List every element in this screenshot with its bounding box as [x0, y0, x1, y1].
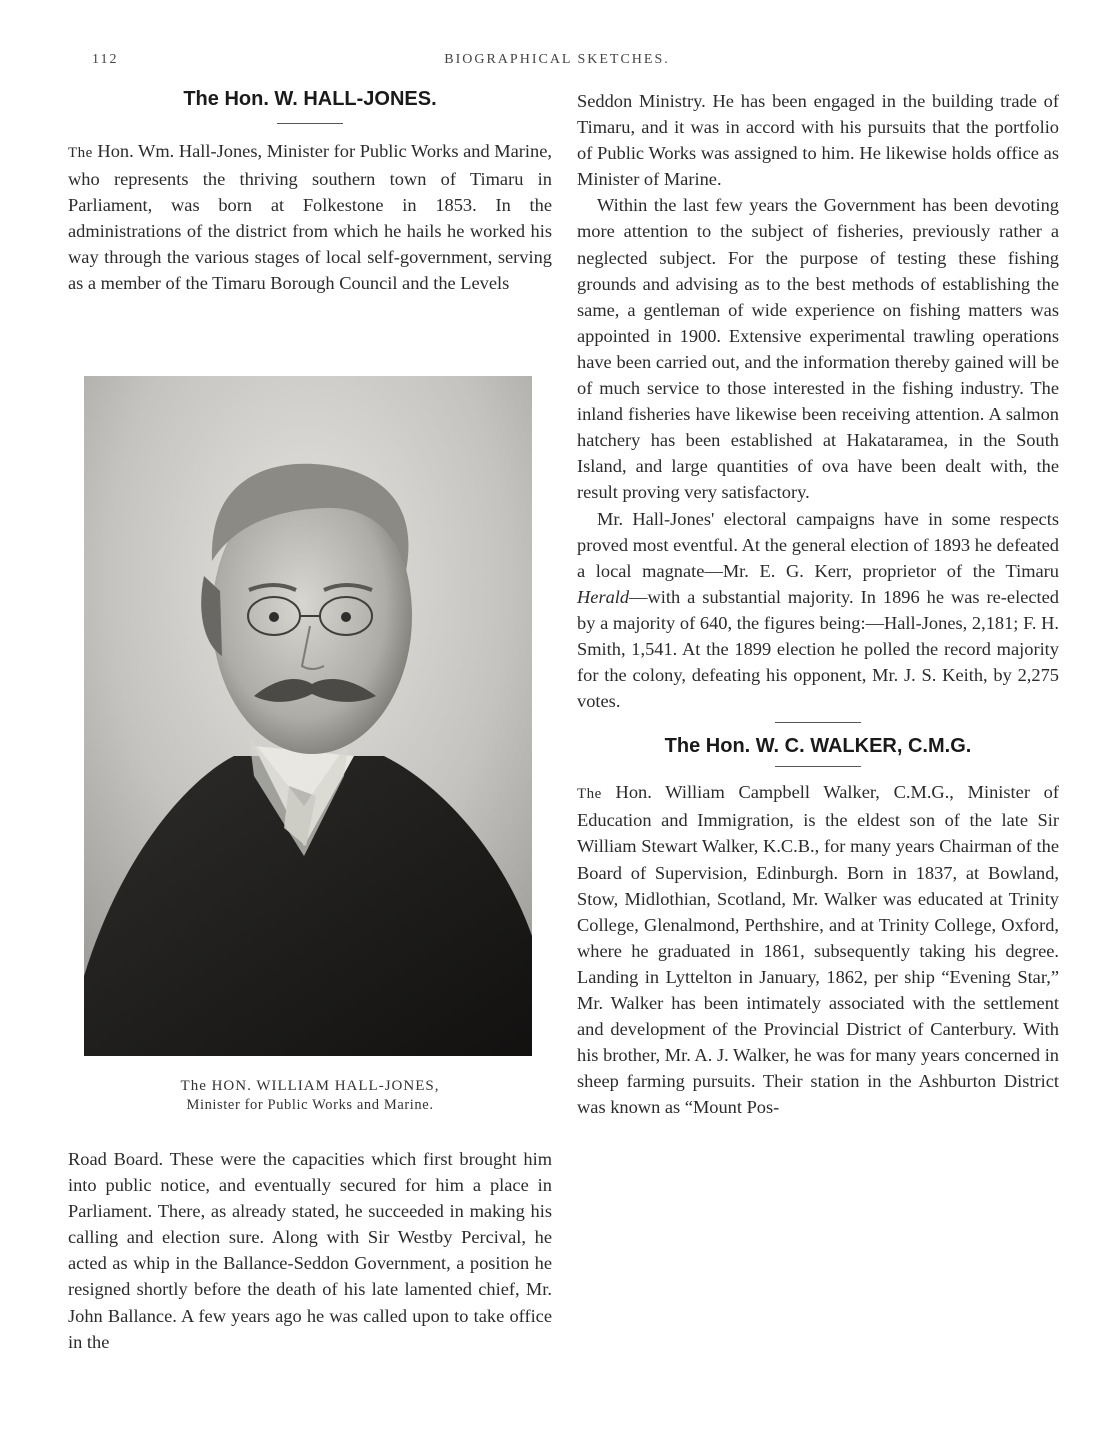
portrait-photo [84, 376, 532, 1056]
article-heading-hall-jones: The Hon. W. HALL-JONES. [183, 88, 437, 110]
paragraph-text: Hon. William Campbell Walker, C.M.G., Minister of Education and Immigration, is the eldest son of the late Sir William Stewart Walker, K.C.B., for many years Chairman of the Board of Supervision, Edinburgh. Born in 1837, at Bowland, Stow, Midlothian, Scotland, Mr. Walker was educated at Trinity College, Glenalmond, Perthshire, and at Trinity College, Oxford, where he graduated in 1861, subsequently taking his degree. Landing in Lyttelton in January, 1862, per ship “Evening Star,” Mr. Walker has been intimately associated with the settlement and development of the Provincial District of Canterbury. With his brother, Mr. A. J. Walker, he was for many years concerned in sheep farming pursuits. Their station in the Ashburton District was known as “Mount Pos- [577, 782, 1059, 1118]
article-paragraph [577, 506, 1059, 715]
paragraph-text: Mr. Hall-Jones' electoral campaigns have in some respects proved most eventful. At the general election of 1893 he defeated a local magnate—Mr. E. G. Kerr, proprietor of the Timaru [577, 508, 1059, 581]
article-paragraph: Seddon Ministry. He has been engaged in the building trade of Timaru, and it was in accord with his pursuits that the portfolio of Public Works was assigned to him. He likewise holds office as Minister of Marine. [577, 91, 1059, 190]
paragraph-text: —with a substantial majority. In 1896 he was re-elected by a majority of 640, the figures being:—Hall-Jones, 2,181; F. H. Smith, 1,541. At the 1899 election he polled the record majority for the colony, defeating his opponent, Mr. J. S. Keith, by 2,275 votes. [577, 586, 1059, 712]
photo-caption-title: The HON. WILLIAM HALL-JONES, [180, 1078, 440, 1094]
running-head-title: BIOGRAPHICAL SKETCHES. [444, 52, 670, 67]
heading-separator [277, 123, 343, 124]
article-heading-walker: The Hon. W. C. WALKER, C.M.G. [664, 735, 972, 758]
article-paragraph [577, 779, 1059, 1120]
article-paragraph [68, 138, 552, 297]
paragraph-text: Hon. Wm. Hall-Jones, Minister for Public Works and Marine, who represents the thriving southern town of Timaru in Parliament, was born at Folkestone in 1853. In the administrations of the district from which he hails he worked his way through the various stages of local self-government, serving as a member of the Timaru Borough Council and the Levels [68, 141, 552, 294]
photo-caption [68, 1078, 552, 1114]
page-number: 112 [92, 52, 119, 67]
article-paragraph: Within the last few years the Government has been devoting more attention to the subject of fisheries, previously rather a neglected subject. For the purpose of testing these fishing grounds and advising as to the best methods of establishing the same, a gentleman of wide experience on fishing matters was appointed in 1900. Extensive experimental trawling operations have been carried out, and the information thereby gained will be of much service to those interested in the fishing industry. The inland fisheries have likewise been receiving attention. A salmon hatchery has been established at Hakataramea, in the South Island, and large quantities of ova have been dealt with, the result proving very satisfactory. [577, 195, 1059, 503]
newspaper-title: Herald [577, 586, 630, 607]
left-column-lower [68, 1146, 552, 1355]
article-paragraph: Road Board. These were the capacities which first brought him into public notice, and eventually secured for him a place in Parliament. There, as already stated, he succeeded in making his calling and election sure. Along with Sir Westby Percival, he acted as whip in the Ballance-Seddon Government, a position he resigned shortly before the death of his late lamented chief, Mr. John Ballance. A few years ago he was called upon to take office in the [68, 1149, 552, 1352]
right-column [577, 88, 1059, 1120]
section-separator [775, 722, 861, 723]
left-column [68, 88, 552, 297]
photo-caption-subtitle: Minister for Public Works and Marine. [186, 1097, 434, 1113]
running-head [0, 52, 1114, 76]
drop-word: The [577, 786, 602, 803]
heading-separator [775, 766, 861, 767]
drop-word: The [68, 145, 93, 161]
